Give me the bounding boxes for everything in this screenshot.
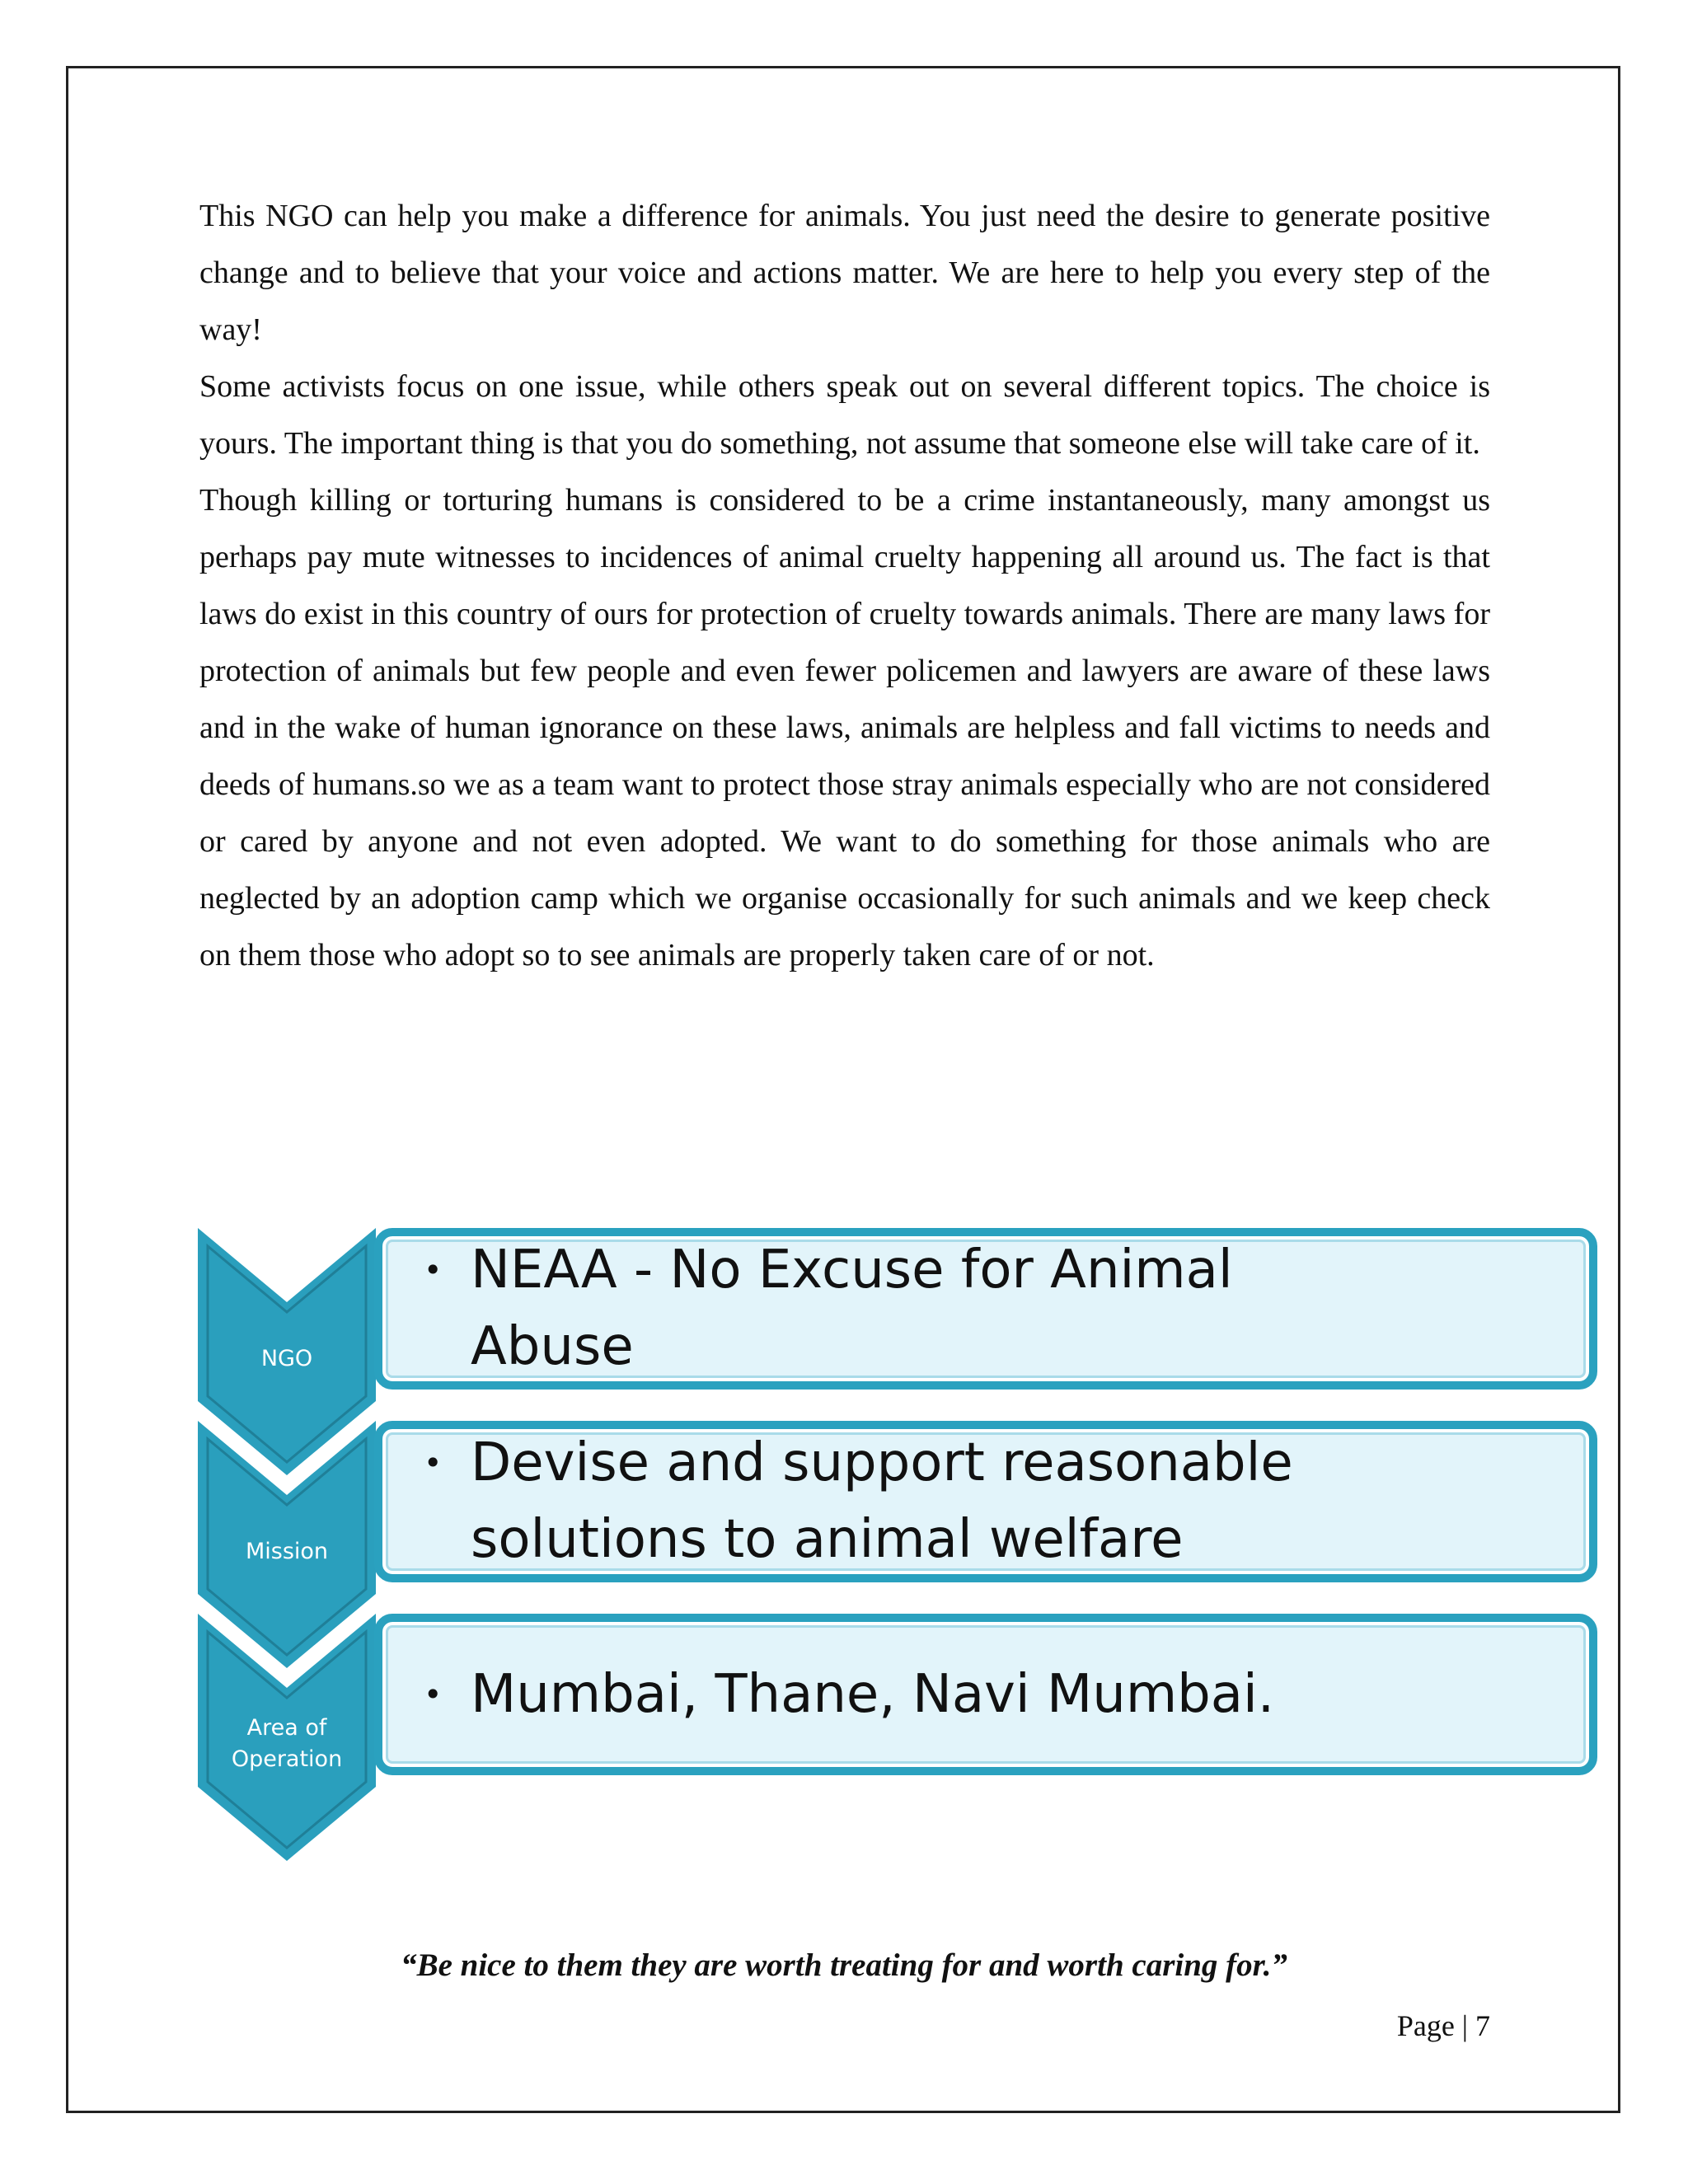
bullet-item <box>424 1232 1295 1385</box>
diagram-box-area <box>374 1614 1597 1775</box>
paragraph: Though killing or torturing humans is considered to be a crime instantaneously, many amongst us perhaps pay mute witnesses to incidences of animal cruelty happening all around us. The fact is that laws do exist in this country of ours for protection of cruelty towards animals. There are many laws for protection of animals but few people and even fewer policemen and lawyers are aware of these laws and in the wake of human ignorance on these laws, animals are helpless and fall victims to needs and deeds of humans.so we as a team want to protect those stray animals especially who are not considered or cared by anyone and not even adopted. We want to do something for those animals who are neglected by an adoption camp which we organise occasionally for such animals and we keep check on them those who adopt so to see animals are properly taken care of or not. <box>199 483 1490 972</box>
diagram-box-mission <box>374 1421 1597 1582</box>
bullet-text: NEAA - No Excuse for Animal Abuse <box>471 1240 1233 1377</box>
body-text <box>199 188 1490 984</box>
diagram-box-ngo <box>374 1228 1597 1390</box>
bullet-dot-icon: • <box>424 1252 443 1288</box>
chevron-label: NGO <box>260 1346 313 1371</box>
paragraph: Some activists focus on one issue, while others speak out on several different topics. The choice is yours. The important thing is that you do something, not assume that someone else will take care of it. <box>199 369 1490 461</box>
bullet-item <box>424 1657 1274 1733</box>
chevron-area-of-operation <box>198 1614 376 1861</box>
chevron-label: Area of Operation <box>231 1715 343 1772</box>
chevron-label: Mission <box>245 1539 329 1564</box>
bullet-text: Mumbai, Thane, Navi Mumbai. <box>471 1663 1275 1725</box>
bullet-dot-icon: • <box>424 1445 443 1481</box>
bullet-item <box>424 1425 1361 1578</box>
closing-quote: “Be nice to them they are worth treating for and worth caring for.” <box>401 1947 1287 1983</box>
bullet-dot-icon: • <box>424 1675 443 1713</box>
vertical-chevron-list-diagram <box>191 1228 1428 1887</box>
paragraph: This NGO can help you make a difference for animals. You just need the desire to generate positive change and to believe that your voice and actions matter. We are here to help you every step of the way! <box>199 199 1490 347</box>
bullet-text: Devise and support reasonable solutions to animal welfare <box>471 1432 1293 1570</box>
page-number: Page | 7 <box>1396 2009 1490 2042</box>
